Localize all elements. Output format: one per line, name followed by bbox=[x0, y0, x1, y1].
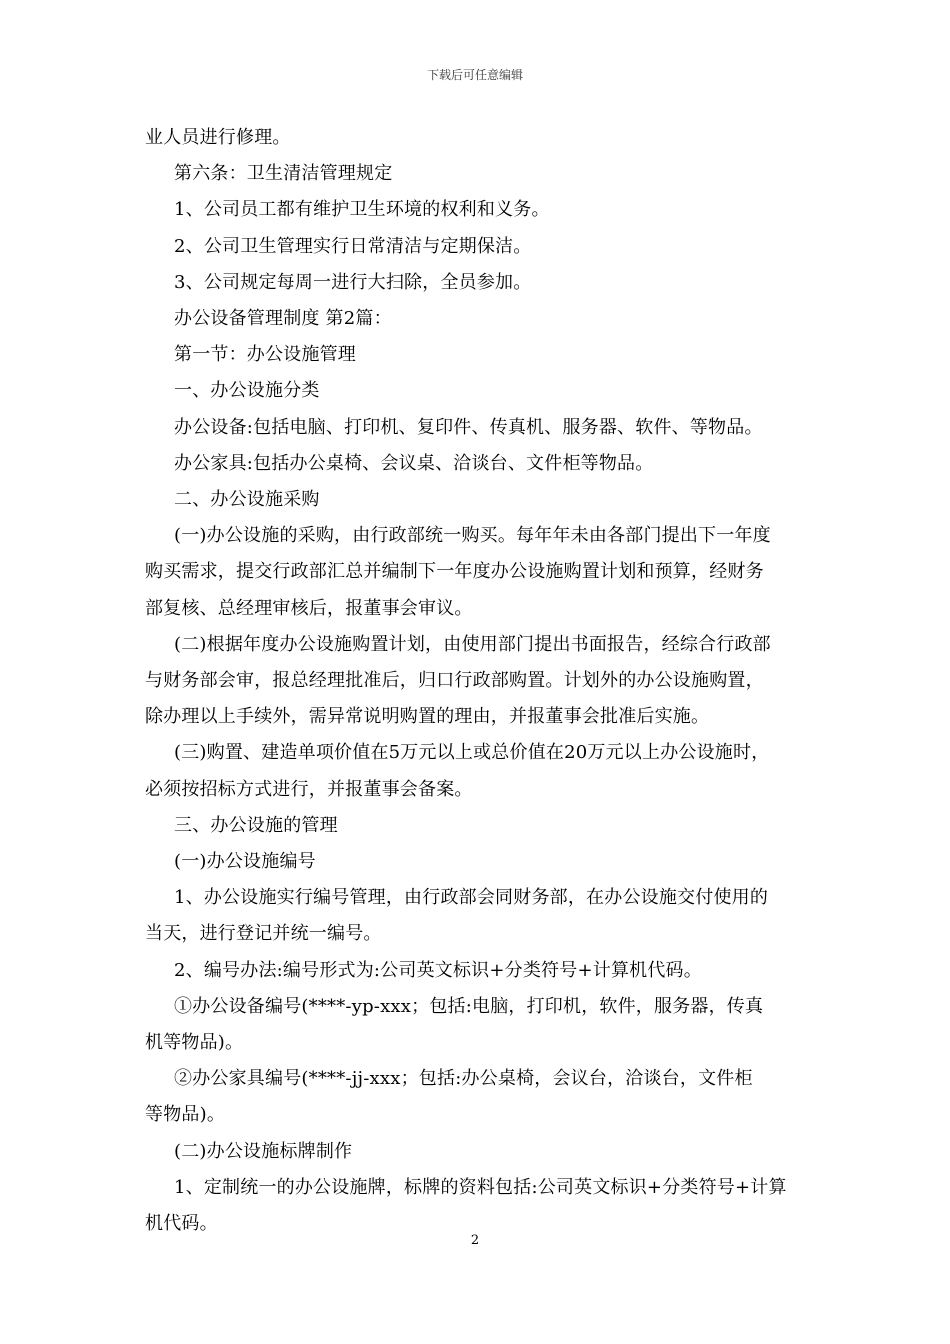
paragraph-line: 必须按招标方式进行，并报董事会备案。 bbox=[145, 778, 473, 800]
paragraph-line: 1、办公设施实行编号管理，由行政部会同财务部，在办公设施交付使用的 bbox=[174, 887, 769, 909]
paragraph-line: 当天，进行登记并统一编号。 bbox=[145, 923, 382, 945]
paragraph-line: 购买需求，提交行政部汇总并编制下一年度办公设施购置计划和预算，经财务 bbox=[145, 561, 764, 583]
paragraph-line: 与财务部会审，报总经理批准后，归口行政部购置。计划外的办公设施购置， bbox=[145, 670, 764, 692]
paragraph-line: 二、办公设施采购 bbox=[174, 489, 320, 511]
paragraph-line: 除办理以上手续外，需异常说明购置的理由，并报董事会批准后实施。 bbox=[145, 706, 710, 728]
paragraph-line: 2、编号办法:编号形式为:公司英文标识+分类符号+计算机代码。 bbox=[174, 959, 702, 981]
paragraph-line: 1、公司员工都有维护卫生环境的权利和义务。 bbox=[174, 199, 550, 221]
paragraph-line: 3、公司规定每周一进行大扫除，全员参加。 bbox=[174, 271, 532, 293]
paragraph-line: 办公设备:包括电脑、打印机、复印件、传真机、服务器、软件、等物品。 bbox=[174, 416, 763, 438]
paragraph-line: 机代码。 bbox=[145, 1213, 218, 1235]
paragraph-line: 等物品)。 bbox=[145, 1104, 226, 1126]
paragraph-line: (一)办公设施的采购，由行政部统一购买。每年年未由各部门提出下一年度 bbox=[174, 525, 771, 547]
paragraph-line: (三)购置、建造单项价值在5万元以上或总价值在20万元以上办公设施时， bbox=[174, 742, 770, 764]
paragraph-line: 机等物品)。 bbox=[145, 1032, 244, 1054]
paragraph-line: (二)根据年度办公设施购置计划，由使用部门提出书面报告，经综合行政部 bbox=[174, 633, 771, 655]
paragraph-line: 办公设备管理制度 第2篇： bbox=[174, 308, 392, 330]
paragraph-line: ①办公设备编号(****-yp-xxx；包括:电脑，打印机，软件，服务器，传真 bbox=[174, 995, 764, 1017]
paragraph-line: ②办公家具编号(****-jj-xxx；包括:办公桌椅，会议台，洽谈台，文件柜 bbox=[174, 1068, 753, 1090]
page-number: 2 bbox=[470, 1233, 480, 1248]
paragraph-line: 业人员进行修理。 bbox=[145, 127, 291, 148]
paragraph-line: 部复核、总经理审核后，报董事会审议。 bbox=[145, 597, 473, 619]
page-header: 下载后可任意编辑 bbox=[426, 68, 523, 82]
paragraph-line: 第一节：办公设施管理 bbox=[174, 344, 356, 366]
document-body bbox=[145, 120, 810, 1242]
paragraph-line: 三、办公设施的管理 bbox=[174, 814, 338, 836]
paragraph-line: 一、办公设施分类 bbox=[174, 380, 320, 402]
paragraph-line: (一)办公设施编号 bbox=[174, 851, 316, 873]
paragraph-line: 第六条：卫生清洁管理规定 bbox=[174, 163, 393, 185]
paragraph-line: 办公家具:包括办公桌椅、会议桌、洽谈台、文件柜等物品。 bbox=[174, 452, 654, 474]
paragraph-line: 2、公司卫生管理实行日常清洁与定期保洁。 bbox=[174, 235, 532, 257]
paragraph-line: (二)办公设施标牌制作 bbox=[174, 1140, 353, 1162]
paragraph-line: 1、定制统一的办公设施牌，标牌的资料包括:公司英文标识+分类符号+计算 bbox=[174, 1176, 787, 1198]
